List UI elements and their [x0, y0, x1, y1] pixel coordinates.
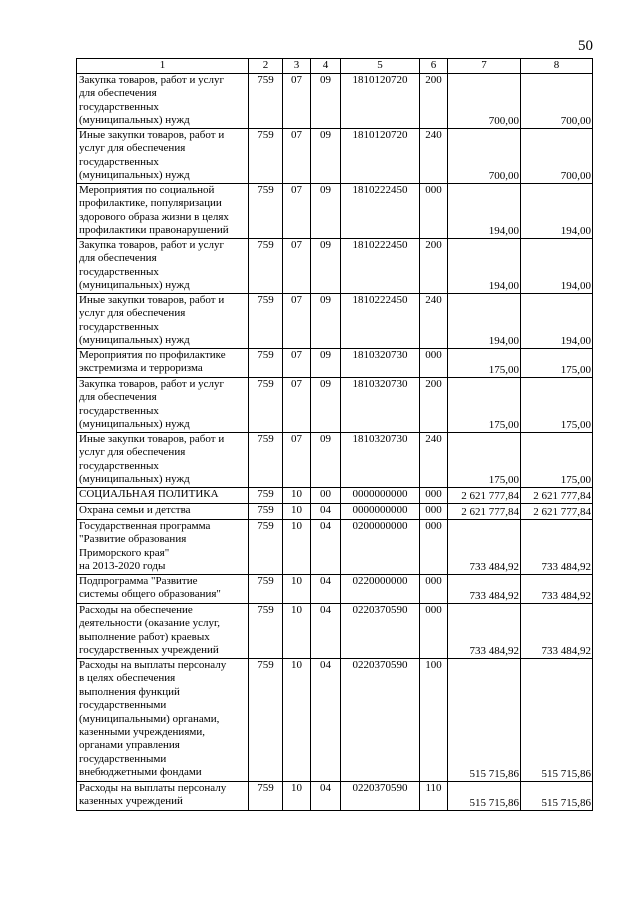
amount-year-2-cell: 733 484,92: [521, 520, 593, 575]
ministry-code-cell: 759: [249, 129, 283, 184]
amount-year-1-cell: 733 484,92: [448, 520, 521, 575]
target-article-cell: 1810222450: [341, 239, 420, 294]
subsection-code-cell: 09: [311, 184, 341, 239]
expense-type-cell: 000: [420, 504, 448, 520]
target-article-cell: 0220370590: [341, 604, 420, 659]
section-code-cell: 10: [283, 504, 311, 520]
subsection-code-cell: 09: [311, 129, 341, 184]
expense-type-cell: 200: [420, 74, 448, 129]
subsection-code-cell: 09: [311, 433, 341, 488]
table-row: [77, 74, 593, 129]
ministry-code-cell: 759: [249, 378, 283, 433]
expense-name-cell: Охрана семьи и детства: [77, 504, 249, 520]
target-article-cell: 0000000000: [341, 504, 420, 520]
budget-table: [76, 58, 593, 811]
expense-name-cell: Иные закупки товаров, работ и услуг для обеспечения государственных (муниципальных) нужд: [77, 294, 249, 349]
table-row: [77, 378, 593, 433]
header-row: [77, 59, 593, 74]
target-article-cell: 1810120720: [341, 74, 420, 129]
section-code-cell: 10: [283, 659, 311, 782]
expense-name-cell: Закупка товаров, работ и услуг для обеспечения государственных (муниципальных) нужд: [77, 74, 249, 129]
amount-year-1-cell: 515 715,86: [448, 659, 521, 782]
section-code-cell: 07: [283, 294, 311, 349]
amount-year-2-cell: 515 715,86: [521, 659, 593, 782]
expense-type-cell: 200: [420, 239, 448, 294]
table-row: [77, 349, 593, 378]
section-code-cell: 07: [283, 378, 311, 433]
section-code-cell: 07: [283, 74, 311, 129]
expense-type-cell: 000: [420, 520, 448, 575]
section-code-cell: 07: [283, 433, 311, 488]
subsection-code-cell: 04: [311, 659, 341, 782]
expense-name-cell: Государственная программа "Развитие образования Приморского края" на 2013-2020 годы: [77, 520, 249, 575]
amount-year-2-cell: 700,00: [521, 129, 593, 184]
target-article-cell: 1810222450: [341, 184, 420, 239]
ministry-code-cell: 759: [249, 488, 283, 504]
target-article-cell: 0000000000: [341, 488, 420, 504]
ministry-code-cell: 759: [249, 504, 283, 520]
amount-year-2-cell: 175,00: [521, 433, 593, 488]
amount-year-2-cell: 700,00: [521, 74, 593, 129]
amount-year-1-cell: 194,00: [448, 239, 521, 294]
amount-year-1-cell: 175,00: [448, 349, 521, 378]
ministry-code-cell: 759: [249, 520, 283, 575]
amount-year-1-cell: 700,00: [448, 74, 521, 129]
subsection-code-cell: 04: [311, 604, 341, 659]
amount-year-1-cell: 194,00: [448, 294, 521, 349]
subsection-code-cell: 09: [311, 378, 341, 433]
amount-year-1-cell: 175,00: [448, 378, 521, 433]
expense-type-cell: 000: [420, 488, 448, 504]
target-article-cell: 0200000000: [341, 520, 420, 575]
table-row: [77, 129, 593, 184]
subsection-code-cell: 04: [311, 520, 341, 575]
target-article-cell: 1810320730: [341, 349, 420, 378]
amount-year-1-cell: 733 484,92: [448, 604, 521, 659]
table-row: [77, 520, 593, 575]
amount-year-1-cell: 515 715,86: [448, 782, 521, 811]
page-number: 50: [578, 38, 593, 54]
amount-year-2-cell: 2 621 777,84: [521, 488, 593, 504]
section-code-cell: 07: [283, 184, 311, 239]
expense-name-cell: Закупка товаров, работ и услуг для обеспечения государственных (муниципальных) нужд: [77, 378, 249, 433]
header-cell: 2: [249, 59, 283, 74]
amount-year-1-cell: 733 484,92: [448, 575, 521, 604]
ministry-code-cell: 759: [249, 782, 283, 811]
header-cell: 7: [448, 59, 521, 74]
section-code-cell: 07: [283, 129, 311, 184]
target-article-cell: 0220000000: [341, 575, 420, 604]
table-row: [77, 488, 593, 504]
subsection-code-cell: 09: [311, 239, 341, 294]
table-row: [77, 659, 593, 782]
expense-type-cell: 000: [420, 575, 448, 604]
section-code-cell: 10: [283, 488, 311, 504]
ministry-code-cell: 759: [249, 239, 283, 294]
section-code-cell: 10: [283, 575, 311, 604]
expense-name-cell: СОЦИАЛЬНАЯ ПОЛИТИКА: [77, 488, 249, 504]
expense-name-cell: Закупка товаров, работ и услуг для обеспечения государственных (муниципальных) нужд: [77, 239, 249, 294]
target-article-cell: 1810320730: [341, 378, 420, 433]
table-row: [77, 294, 593, 349]
ministry-code-cell: 759: [249, 349, 283, 378]
amount-year-1-cell: 700,00: [448, 129, 521, 184]
target-article-cell: 0220370590: [341, 659, 420, 782]
subsection-code-cell: 04: [311, 504, 341, 520]
ministry-code-cell: 759: [249, 294, 283, 349]
target-article-cell: 1810320730: [341, 433, 420, 488]
table-row: [77, 184, 593, 239]
section-code-cell: 10: [283, 520, 311, 575]
header-cell: 5: [341, 59, 420, 74]
subsection-code-cell: 09: [311, 74, 341, 129]
amount-year-1-cell: 2 621 777,84: [448, 488, 521, 504]
expense-type-cell: 000: [420, 349, 448, 378]
expense-type-cell: 240: [420, 294, 448, 349]
target-article-cell: 1810120720: [341, 129, 420, 184]
expense-type-cell: 240: [420, 433, 448, 488]
amount-year-2-cell: 2 621 777,84: [521, 504, 593, 520]
amount-year-2-cell: 175,00: [521, 349, 593, 378]
expense-type-cell: 110: [420, 782, 448, 811]
section-code-cell: 10: [283, 604, 311, 659]
ministry-code-cell: 759: [249, 659, 283, 782]
amount-year-2-cell: 515 715,86: [521, 782, 593, 811]
ministry-code-cell: 759: [249, 74, 283, 129]
amount-year-2-cell: 175,00: [521, 378, 593, 433]
expense-type-cell: 100: [420, 659, 448, 782]
section-code-cell: 07: [283, 349, 311, 378]
header-cell: 4: [311, 59, 341, 74]
subsection-code-cell: 04: [311, 575, 341, 604]
amount-year-1-cell: 175,00: [448, 433, 521, 488]
subsection-code-cell: 09: [311, 294, 341, 349]
amount-year-2-cell: 733 484,92: [521, 575, 593, 604]
table-row: [77, 239, 593, 294]
expense-name-cell: Расходы на обеспечение деятельности (оказание услуг, выполнение работ) краевых государственных учреждений: [77, 604, 249, 659]
expense-name-cell: Мероприятия по социальной профилактике, популяризации здорового образа жизни в целях профилактики правонарушений: [77, 184, 249, 239]
target-article-cell: 1810222450: [341, 294, 420, 349]
ministry-code-cell: 759: [249, 433, 283, 488]
expense-type-cell: 200: [420, 378, 448, 433]
expense-name-cell: Подпрограмма "Развитие системы общего образования": [77, 575, 249, 604]
amount-year-1-cell: 2 621 777,84: [448, 504, 521, 520]
subsection-code-cell: 04: [311, 782, 341, 811]
expense-type-cell: 240: [420, 129, 448, 184]
header-cell: 6: [420, 59, 448, 74]
ministry-code-cell: 759: [249, 575, 283, 604]
expense-type-cell: 000: [420, 184, 448, 239]
table-row: [77, 575, 593, 604]
amount-year-2-cell: 733 484,92: [521, 604, 593, 659]
section-code-cell: 10: [283, 782, 311, 811]
amount-year-2-cell: 194,00: [521, 239, 593, 294]
expense-name-cell: Мероприятия по профилактике экстремизма и терроризма: [77, 349, 249, 378]
amount-year-1-cell: 194,00: [448, 184, 521, 239]
expense-name-cell: Расходы на выплаты персоналу в целях обеспечения выполнения функций государственными (муниципальными) органами, казенными учреждениями, органами управления государственными внебюджетными фондами: [77, 659, 249, 782]
expense-name-cell: Расходы на выплаты персоналу казенных учреждений: [77, 782, 249, 811]
table-row: [77, 504, 593, 520]
table-row: [77, 604, 593, 659]
expense-type-cell: 000: [420, 604, 448, 659]
table-row: [77, 782, 593, 811]
amount-year-2-cell: 194,00: [521, 294, 593, 349]
subsection-code-cell: 09: [311, 349, 341, 378]
target-article-cell: 0220370590: [341, 782, 420, 811]
header-cell: 8: [521, 59, 593, 74]
table-row: [77, 433, 593, 488]
header-cell: 3: [283, 59, 311, 74]
ministry-code-cell: 759: [249, 604, 283, 659]
section-code-cell: 07: [283, 239, 311, 294]
amount-year-2-cell: 194,00: [521, 184, 593, 239]
expense-name-cell: Иные закупки товаров, работ и услуг для обеспечения государственных (муниципальных) нужд: [77, 129, 249, 184]
subsection-code-cell: 00: [311, 488, 341, 504]
header-cell: 1: [77, 59, 249, 74]
expense-name-cell: Иные закупки товаров, работ и услуг для обеспечения государственных (муниципальных) нужд: [77, 433, 249, 488]
ministry-code-cell: 759: [249, 184, 283, 239]
